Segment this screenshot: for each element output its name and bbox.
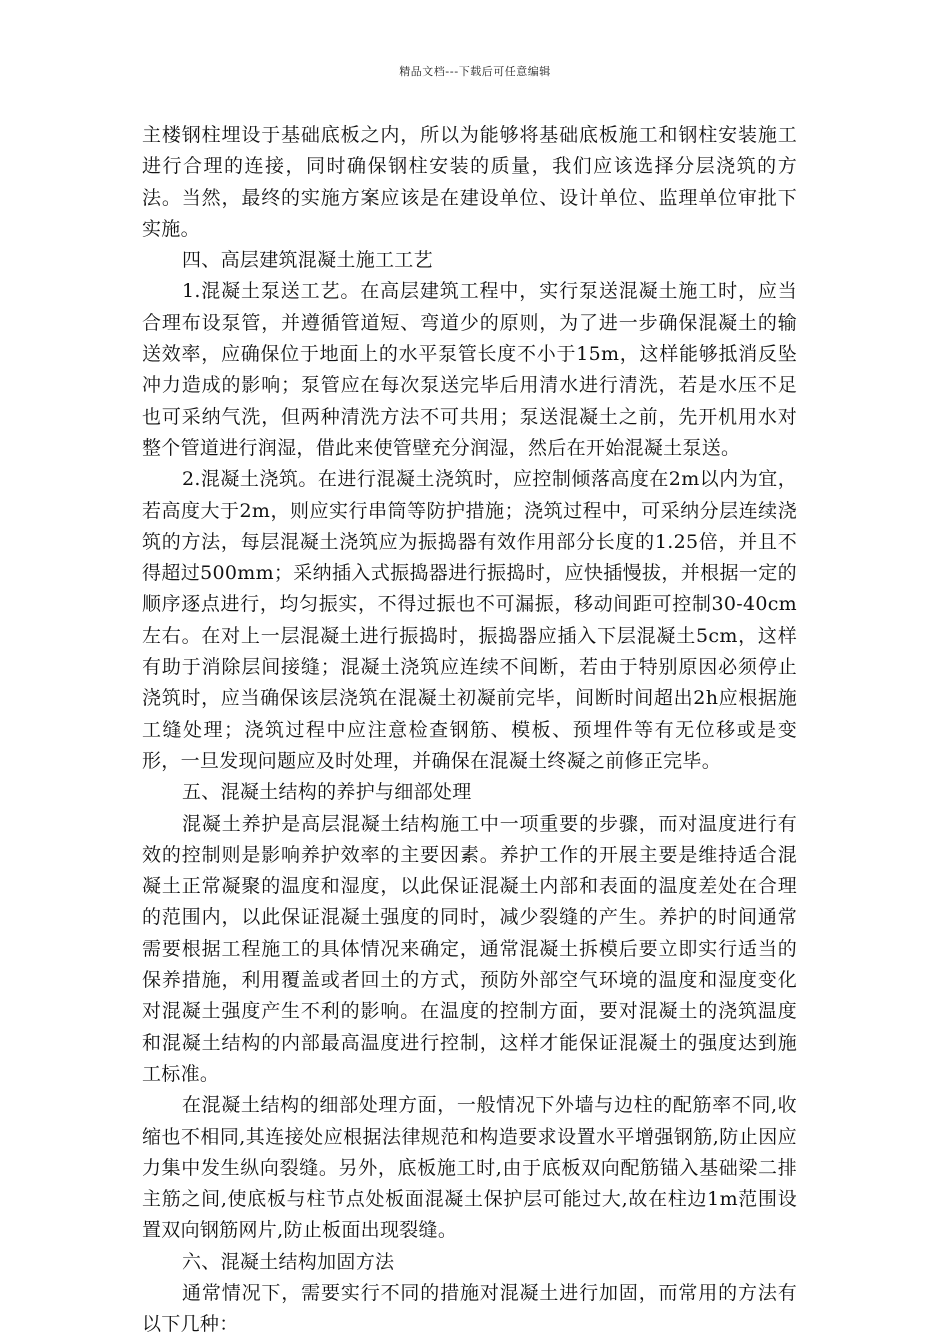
paragraph-steel-column: 主楼钢柱埋设于基础底板之内，所以为能够将基础底板施工和钢柱安装施工进行合理的连接，同时确保钢柱安装的质量，我们应该选择分层浇筑的方法。当然，最终的实施方案应该是在建设单位、设计单位、监理单位审批下实施。 xyxy=(142,124,797,240)
paragraph-curing: 混凝土养护是高层混凝土结构施工中一项重要的步骤，而对温度进行有效的控制则是影响养护效率的主要因素。养护工作的开展主要是维持适合混凝土正常凝聚的温度和湿度，以此保证混凝土内部和表面的温度差处在合理的范围内，以此保证混凝土强度的同时，减少裂缝的产生。养护的时间通常需要根据工程施工的具体情况来确定，通常混凝土拆模后要立即实行适当的保养措施，利用覆盖或者回土的方式，预防外部空气环境的温度和湿度变化对混凝土强度产生不利的影响。在温度的控制方面，要对混凝土的浇筑温度和混凝土结构的内部最高温度进行控制，这样才能保证混凝土的强度达到施工标准。 xyxy=(142,812,797,1085)
section-heading-5: 五、混凝土结构的养护与细部处理 xyxy=(182,781,472,804)
section-heading-6: 六、混凝土结构加固方法 xyxy=(182,1250,395,1273)
paragraph-detail-treatment: 在混凝土结构的细部处理方面，一般情况下外墙与边柱的配筋率不同,收缩也不相同,其连接处应根据法律规范和构造要求设置水平增强钢筋,防止因应力集中发生纵向裂缝。另外，底板施工时,由于底板双向配筋锚入基础梁二排主筋之间,使底板与柱节点处板面混凝土保护层可能过大,故在柱边1m范围设置双向钢筋网片,防止板面出现裂缝。 xyxy=(142,1094,797,1242)
paragraph-pouring: 2.混凝土浇筑。在进行混凝土浇筑时，应控制倾落高度在2m以内为宜，若高度大于2m，则应实行串筒等防护措施；浇筑过程中，可采纳分层连续浇筑的方法，每层混凝土浇筑应为振捣器有效作用部分长度的1.25倍，并且不得超过500mm；采纳插入式振捣器进行振捣时，应快插慢拔，并根据一定的顺序逐点进行，均匀振实，不得过振也不可漏振，移动间距可控制30-40cm左右。在对上一层混凝土进行振捣时，振捣器应插入下层混凝土5cm，这样有助于消除层间接缝；混凝土浇筑应连续不间断，若由于特别原因必须停止浇筑时，应当确保该层浇筑在混凝土初凝前完毕，间断时间超出2h应根据施工缝处理；浇筑过程中应注意检查钢筋、模板、预埋件等有无位移或是变形，一旦发现问题应及时处理，并确保在混凝土终凝之前修正完毕。 xyxy=(142,468,797,772)
page-header-note: 精品文档---下载后可任意编辑 xyxy=(399,65,551,78)
section-heading-4: 四、高层建筑混凝土施工工艺 xyxy=(182,249,433,272)
paragraph-pumping: 1.混凝土泵送工艺。在高层建筑工程中，实行泵送混凝土施工时，应当合理布设泵管，并遵循管道短、弯道少的原则，为了进一步确保混凝土的输送效率，应确保位于地面上的水平泵管长度不小于15m，这样能够抵消反坠冲力造成的影响；泵管应在每次泵送完毕后用清水进行清洗，若是水压不足也可采纳气洗，但两种清洗方法不可共用；泵送混凝土之前，先开机用水对整个管道进行润湿，借此来使管壁充分润湿，然后在开始混凝土泵送。 xyxy=(142,280,797,459)
document-body xyxy=(142,120,797,1341)
paragraph-reinforcement-intro: 通常情况下，需要实行不同的措施对混凝土进行加固，而常用的方法有以下几种： xyxy=(142,1281,797,1336)
